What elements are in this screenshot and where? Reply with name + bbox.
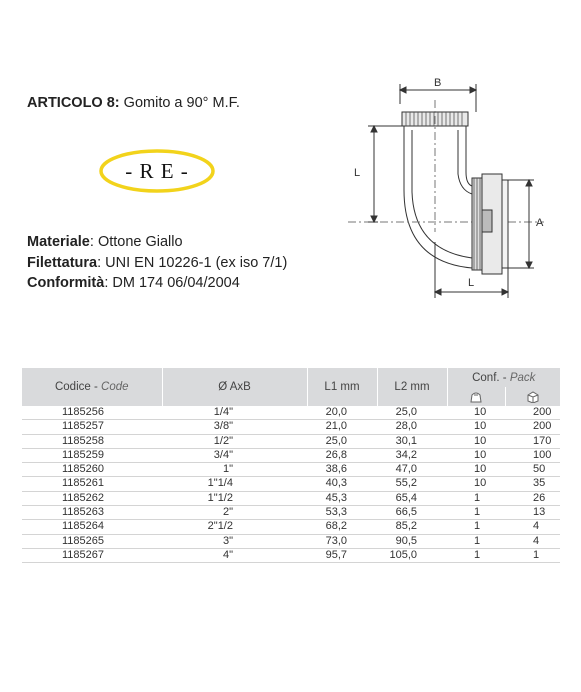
l2-cell: 25,0 bbox=[377, 406, 447, 420]
l2-cell: 85,2 bbox=[377, 520, 447, 534]
spec-separator: : bbox=[97, 254, 106, 271]
l1-cell: 45,3 bbox=[307, 491, 377, 505]
article-label: ARTICOLO 8: bbox=[27, 95, 120, 111]
logo-text: - R E - bbox=[125, 159, 189, 183]
dim-a-label: A bbox=[536, 217, 544, 229]
l1-cell: 68,2 bbox=[307, 520, 377, 534]
l2-cell: 47,0 bbox=[377, 463, 447, 477]
spec-value: Ottone Giallo bbox=[97, 234, 183, 250]
table-row bbox=[22, 491, 560, 505]
pack-cell: 4 bbox=[505, 520, 560, 534]
code-cell: 1185267 bbox=[22, 548, 162, 562]
col-header-code: Codice - Code bbox=[22, 368, 162, 406]
table-row bbox=[22, 506, 560, 520]
pack-cell: 50 bbox=[505, 463, 560, 477]
table-row bbox=[22, 434, 560, 448]
conf-cell: 10 bbox=[447, 434, 505, 448]
pack-cell: 4 bbox=[505, 534, 560, 548]
code-cell: 1185262 bbox=[22, 491, 162, 505]
table-row bbox=[22, 534, 560, 548]
diameter-cell: 1" bbox=[162, 463, 307, 477]
article-name: Gomito a 90° M.F. bbox=[123, 95, 240, 111]
spec-label: Materiale bbox=[27, 234, 90, 250]
code-cell: 1185257 bbox=[22, 420, 162, 434]
spec-value: DM 174 06/04/2004 bbox=[112, 275, 240, 291]
spec-label: Conformità bbox=[27, 275, 105, 291]
l1-cell: 95,7 bbox=[307, 548, 377, 562]
pack-cell: 100 bbox=[505, 448, 560, 462]
l2-cell: 105,0 bbox=[377, 548, 447, 562]
box-icon bbox=[505, 387, 560, 406]
pack-cell: 1 bbox=[505, 548, 560, 562]
conf-cell: 1 bbox=[447, 520, 505, 534]
spec-label: Filettatura bbox=[27, 254, 98, 271]
l2-cell: 66,5 bbox=[377, 506, 447, 520]
l1-cell: 25,0 bbox=[307, 434, 377, 448]
table-body bbox=[22, 406, 560, 563]
code-cell: 1185258 bbox=[22, 434, 162, 448]
brand-logo bbox=[98, 148, 216, 194]
conf-cell: 1 bbox=[447, 491, 505, 505]
diameter-cell: 1/2" bbox=[162, 434, 307, 448]
col-header-diameter: Ø AxB bbox=[162, 368, 307, 406]
pack-cell: 200 bbox=[505, 420, 560, 434]
diameter-cell: 4" bbox=[162, 548, 307, 562]
bag-icon bbox=[447, 387, 505, 406]
conf-cell: 1 bbox=[447, 534, 505, 548]
diameter-cell: 1"1/2 bbox=[162, 491, 307, 505]
product-table bbox=[22, 368, 560, 563]
code-cell: 1185261 bbox=[22, 477, 162, 491]
l1-cell: 38,6 bbox=[307, 463, 377, 477]
diameter-cell: 3/8" bbox=[162, 420, 307, 434]
l1-cell: 53,3 bbox=[307, 506, 377, 520]
spec-row bbox=[27, 232, 287, 253]
spec-separator: : bbox=[104, 275, 113, 291]
pack-cell: 170 bbox=[505, 434, 560, 448]
spec-row bbox=[27, 273, 287, 294]
code-cell: 1185265 bbox=[22, 534, 162, 548]
conf-cell: 10 bbox=[447, 477, 505, 491]
code-cell: 1185260 bbox=[22, 463, 162, 477]
col-header-l1: L1 mm bbox=[307, 368, 377, 406]
l2-cell: 34,2 bbox=[377, 448, 447, 462]
elbow-technical-drawing bbox=[348, 72, 558, 302]
dim-l-vertical-label: L bbox=[354, 167, 361, 179]
l1-cell: 21,0 bbox=[307, 420, 377, 434]
col-header-l2: L2 mm bbox=[377, 368, 447, 406]
code-cell: 1185264 bbox=[22, 520, 162, 534]
l2-cell: 55,2 bbox=[377, 477, 447, 491]
l2-cell: 28,0 bbox=[377, 420, 447, 434]
diameter-cell: 3" bbox=[162, 534, 307, 548]
l1-cell: 73,0 bbox=[307, 534, 377, 548]
product-specs bbox=[27, 232, 287, 294]
l1-cell: 26,8 bbox=[307, 448, 377, 462]
table-row bbox=[22, 406, 560, 420]
diameter-cell: 2"1/2 bbox=[162, 520, 307, 534]
conf-cell: 10 bbox=[447, 448, 505, 462]
pack-cell: 200 bbox=[505, 406, 560, 420]
conf-cell: 1 bbox=[447, 548, 505, 562]
dim-l-horizontal-label: L bbox=[468, 277, 475, 289]
pack-cell: 35 bbox=[505, 477, 560, 491]
code-cell: 1185256 bbox=[22, 406, 162, 420]
table-row bbox=[22, 420, 560, 434]
table-row bbox=[22, 477, 560, 491]
spec-separator: : bbox=[89, 234, 98, 250]
table-row bbox=[22, 548, 560, 562]
diameter-cell: 2" bbox=[162, 506, 307, 520]
code-cell: 1185263 bbox=[22, 506, 162, 520]
code-cell: 1185259 bbox=[22, 448, 162, 462]
table-row bbox=[22, 463, 560, 477]
table-row bbox=[22, 520, 560, 534]
l2-cell: 30,1 bbox=[377, 434, 447, 448]
l2-cell: 65,4 bbox=[377, 491, 447, 505]
pack-cell: 13 bbox=[505, 506, 560, 520]
conf-cell: 10 bbox=[447, 463, 505, 477]
pack-cell: 26 bbox=[505, 491, 560, 505]
l1-cell: 20,0 bbox=[307, 406, 377, 420]
article-title bbox=[27, 95, 240, 111]
spec-row bbox=[27, 253, 287, 274]
dim-b-label: B bbox=[434, 77, 442, 89]
diameter-cell: 1/4" bbox=[162, 406, 307, 420]
table-row bbox=[22, 448, 560, 462]
diameter-cell: 3/4" bbox=[162, 448, 307, 462]
conf-cell: 10 bbox=[447, 406, 505, 420]
l1-cell: 40,3 bbox=[307, 477, 377, 491]
conf-cell: 1 bbox=[447, 506, 505, 520]
diameter-cell: 1"1/4 bbox=[162, 477, 307, 491]
col-header-pack: Conf. - Pack bbox=[447, 368, 560, 387]
conf-cell: 10 bbox=[447, 420, 505, 434]
spec-value: UNI EN 10226-1 (ex iso 7/1) bbox=[105, 254, 288, 271]
l2-cell: 90,5 bbox=[377, 534, 447, 548]
